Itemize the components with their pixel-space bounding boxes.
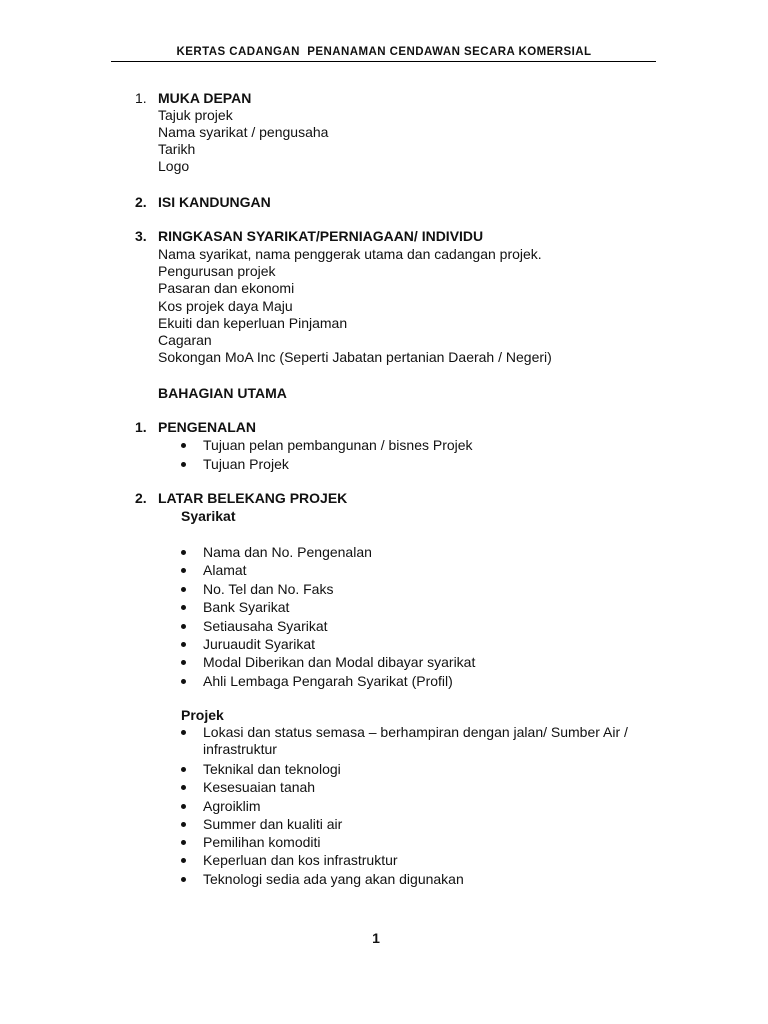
bullet-item	[180, 653, 660, 671]
section-heading: RINGKASAN SYARIKAT/PERNIAGAAN/ INDIVIDU	[158, 228, 484, 244]
bullet-icon	[181, 624, 186, 629]
section-number: 2.	[135, 194, 147, 210]
section-pengenalan	[135, 418, 655, 436]
bullet-icon	[181, 679, 186, 684]
bullet-text: Tujuan Projek	[203, 456, 289, 472]
bullet-item	[180, 797, 660, 815]
section-heading-row	[135, 418, 655, 436]
list-item: Tajuk projek	[158, 107, 233, 123]
bullet-text: Setiausaha Syarikat	[203, 617, 328, 634]
bullet-icon	[181, 605, 186, 610]
bullet-item	[180, 436, 660, 455]
list-item: Tarikh	[158, 141, 196, 157]
section-number: 1.	[135, 90, 147, 106]
bullet-icon	[181, 443, 186, 448]
list-item: Nama syarikat / pengusaha	[158, 124, 329, 140]
syarikat-subheading: Syarikat	[181, 508, 236, 524]
list-item: Cagaran	[158, 331, 212, 348]
bullet-item	[180, 870, 660, 888]
section-ringkasan	[135, 227, 655, 366]
syarikat-bullet-list	[180, 543, 660, 690]
section-item-list	[158, 107, 655, 175]
bullet-icon	[181, 550, 186, 555]
section-heading: ISI KANDUNGAN	[158, 194, 271, 210]
list-item: Nama syarikat, nama penggerak utama dan cadangan projek.	[158, 246, 542, 262]
bullet-icon	[181, 767, 186, 772]
bullet-text: Summer dan kualiti air	[203, 815, 343, 832]
section-heading-row	[135, 193, 655, 211]
bullet-text: Lokasi dan status semasa – berhampiran dengan jalan/ Sumber Air / infrastruktur	[203, 724, 628, 757]
bullet-item	[180, 543, 660, 561]
bullet-text: Modal Diberikan dan Modal dibayar syarikat	[203, 654, 476, 671]
bullet-text: Teknologi sedia ada yang akan digunakan	[203, 870, 464, 887]
bullet-icon	[181, 587, 186, 592]
list-item: Sokongan MoA Inc (Seperti Jabatan pertanian Daerah / Negeri)	[158, 349, 552, 366]
list-item: Kos projek daya Maju	[158, 297, 293, 314]
section-number: 2.	[135, 490, 147, 506]
section-muka-depan	[135, 89, 655, 175]
bullet-icon	[181, 730, 186, 735]
section-heading-row	[135, 227, 655, 246]
bullet-icon	[181, 877, 186, 882]
pengenalan-bullet-list	[180, 436, 660, 474]
projek-bullet-list	[180, 724, 660, 888]
bullet-item	[180, 580, 660, 598]
bullet-item	[180, 672, 660, 690]
bullet-item	[180, 635, 660, 653]
section-bahagian-utama	[135, 384, 655, 402]
section-number: 1.	[135, 419, 147, 435]
bullet-item	[180, 760, 660, 778]
bullet-text: Agroiklim	[203, 797, 261, 814]
bullet-text: No. Tel dan No. Faks	[203, 580, 334, 597]
bullet-item	[180, 561, 660, 579]
bullet-item	[180, 617, 660, 635]
bullet-text: Tujuan pelan pembangunan / bisnes Projek	[203, 437, 473, 453]
bullet-item	[180, 455, 660, 474]
list-item: Logo	[158, 158, 190, 174]
section-heading: PENGENALAN	[158, 419, 257, 435]
bullet-item	[180, 778, 660, 796]
section-item-list	[158, 246, 655, 366]
bullet-item	[180, 815, 660, 833]
section-number: 3.	[135, 228, 147, 244]
list-item: Pasaran dan ekonomi	[158, 280, 295, 297]
projek-subheading: Projek	[181, 707, 224, 723]
bullet-text: Nama dan No. Pengenalan	[203, 544, 372, 560]
bullet-text: Pemilihan komoditi	[203, 834, 321, 851]
document-header-title: KERTAS CADANGAN PENANAMAN CENDAWAN SECARA KOMERSIAL	[176, 46, 592, 58]
bullet-icon	[181, 660, 186, 665]
bullet-item	[180, 833, 660, 851]
bullet-icon	[181, 822, 186, 827]
section-heading-row	[135, 384, 655, 402]
bullet-item	[180, 724, 643, 758]
section-latar-belakang	[135, 489, 655, 507]
section-heading-row	[135, 489, 655, 507]
bullet-icon	[181, 568, 186, 573]
section-heading-row	[135, 89, 655, 107]
bullet-text: Teknikal dan teknologi	[203, 761, 341, 777]
section-heading: MUKA DEPAN	[158, 90, 252, 106]
bullet-icon	[181, 642, 186, 647]
bullet-text: Juruaudit Syarikat	[203, 635, 316, 652]
bullet-icon	[181, 840, 186, 845]
bullet-icon	[181, 462, 186, 467]
section-isi-kandungan	[135, 193, 655, 211]
page-number: 1	[372, 930, 380, 946]
bullet-item	[180, 851, 660, 869]
list-item: Ekuiti dan keperluan Pinjaman	[158, 314, 348, 331]
part-heading: BAHAGIAN UTAMA	[158, 385, 287, 401]
bullet-text: Bank Syarikat	[203, 599, 290, 616]
bullet-text: Keperluan dan kos infrastruktur	[203, 852, 398, 869]
bullet-item	[180, 598, 660, 616]
bullet-text: Alamat	[203, 562, 247, 579]
header-divider	[111, 61, 656, 62]
bullet-icon	[181, 858, 186, 863]
bullet-text: Ahli Lembaga Pengarah Syarikat (Profil)	[203, 672, 453, 689]
section-heading: LATAR BELEKANG PROJEK	[158, 490, 348, 506]
list-item: Pengurusan projek	[158, 263, 276, 280]
bullet-icon	[181, 785, 186, 790]
bullet-icon	[181, 804, 186, 809]
bullet-text: Kesesuaian tanah	[203, 779, 316, 796]
